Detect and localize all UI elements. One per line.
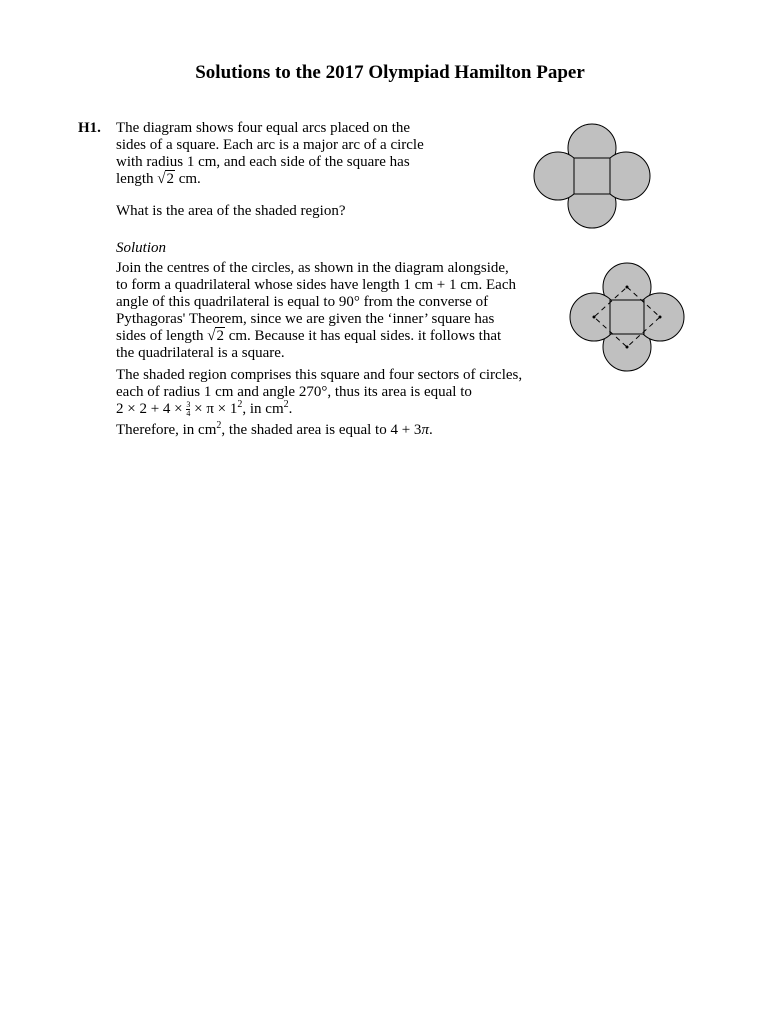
inner-square-fill	[574, 158, 610, 194]
question-line: with radius 1 cm, and each side of the square has	[116, 154, 410, 170]
exponent: 2	[237, 399, 243, 410]
sqrt-radicand: 2	[166, 171, 174, 187]
solution-line: each of radius 1 cm and angle 270°, thus its area is equal to	[116, 384, 472, 400]
conclusion-part: Therefore, in cm	[116, 422, 217, 438]
sqrt-radicand: 2	[216, 328, 224, 344]
unit-exponent: 2	[216, 420, 222, 431]
sqrt-expression: √2	[157, 171, 174, 187]
length-prefix: length	[116, 171, 158, 187]
fraction-numerator: 3	[186, 400, 191, 410]
expr-part: .	[288, 401, 293, 417]
fraction-denominator: 4	[186, 409, 191, 419]
solution-line: The shaded region comprises this square and four sectors of circles,	[116, 367, 523, 383]
solution-paragraph-2	[116, 367, 522, 418]
question-ask: What is the area of the shaded region?	[116, 203, 346, 219]
solution-line: Pythagoras' Theorem, since we are given the ‘inner’ square has	[116, 311, 495, 327]
arcs-diagram	[530, 120, 654, 232]
solution-line: the quadrilateral is a square.	[116, 345, 285, 361]
sqrt-expression: √2	[207, 328, 224, 344]
expr-part: × π × 1	[190, 401, 238, 417]
question-line	[116, 171, 424, 188]
centre-dot	[626, 346, 629, 349]
centre-dot	[626, 286, 629, 289]
solution-heading: Solution	[116, 240, 167, 256]
conclusion-part: , the shaded area is equal to 4 + 3	[221, 422, 422, 438]
unit-exponent: 2	[283, 399, 289, 410]
expr-part: 2 × 2 + 4 ×	[116, 401, 187, 417]
conclusion-part: .	[428, 422, 433, 438]
solution-line	[116, 328, 516, 345]
question-number: H1.	[78, 120, 101, 136]
page-title: Solutions to the 2017 Olympiad Hamilton Paper	[195, 62, 585, 83]
pi-symbol: π	[421, 422, 429, 438]
solution-paragraph-1	[116, 260, 516, 362]
question-line: sides of a square. Each arc is a major arc of a circle	[116, 137, 424, 153]
area-expression	[116, 401, 522, 418]
inner-square-fill	[610, 300, 644, 334]
centres-diagram	[566, 260, 690, 374]
sides-prefix: sides of length	[116, 328, 208, 344]
question-text	[116, 120, 424, 188]
solution-line: angle of this quadrilateral is equal to 90° from the converse of	[116, 294, 489, 310]
expr-part: , in cm	[242, 401, 284, 417]
solution-line: to form a quadrilateral whose sides have length 1 cm + 1 cm. Each	[116, 277, 516, 293]
solution-line: Join the centres of the circles, as shown in the diagram alongside,	[116, 260, 509, 276]
sides-suffix: cm. Because it has equal sides. it follows that	[224, 328, 502, 344]
centre-dot	[659, 316, 662, 319]
length-suffix: cm.	[174, 171, 201, 187]
solution-conclusion	[116, 422, 433, 439]
centre-dot	[593, 316, 596, 319]
question-line: The diagram shows four equal arcs placed on the	[116, 120, 411, 136]
